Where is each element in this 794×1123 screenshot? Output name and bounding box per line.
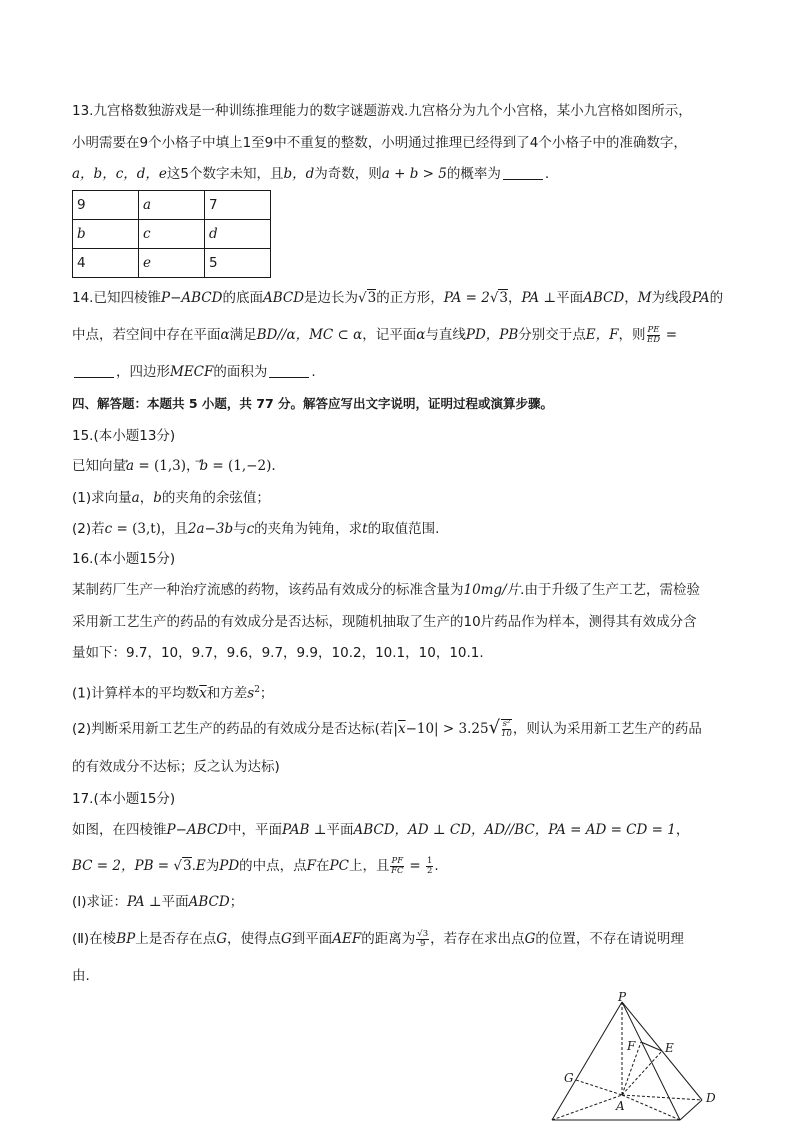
q16-line-3: 量如下：9.7，10，9.7，9.6，9.7，9.9，10.2，10.1，10，10.1. (72, 645, 484, 661)
q14-line-3 (72, 362, 732, 382)
q17-line-1 (72, 820, 732, 840)
q17-m: PC (329, 858, 349, 874)
q15-m: = (3,t) (112, 521, 161, 537)
q13-text-1: 13.九宫格数独游戏是一种训练推理能力的数字谜题游戏.九宫格分为九个小宫格，某小九宫格如图所示， (72, 103, 692, 119)
q16-t: (2)判断采用新工艺生产的药品的有效成分是否达标(若| (72, 721, 398, 737)
q17-t: 平面 (326, 822, 354, 838)
q17-m: PD (219, 858, 240, 874)
q14-t: 分别交于点 (518, 327, 586, 343)
q17-m: P−ABCD (166, 822, 228, 838)
q13-vars: a，b，c，d，e (72, 166, 167, 182)
fraction-numerator: 1 (427, 855, 433, 866)
answer-blank[interactable] (503, 165, 543, 180)
q17-m: G (216, 931, 227, 947)
mean-symbol: $\overline{x}$ (397, 721, 406, 737)
q15-t: 的取值范围. (367, 521, 440, 537)
q16-t: 某制药厂生产一种治疗流感的药物，该药品有效成分的标准含量为 (72, 582, 464, 598)
edge-CD (680, 1100, 702, 1120)
q14-m: P−ABCD (160, 290, 223, 306)
vec-letter: a (126, 458, 135, 474)
q16-line-6: 的有效成分不达标；反之认为达标) (72, 759, 280, 775)
segment-GA (576, 1080, 622, 1095)
label-A: A (616, 1099, 625, 1113)
q15-t: 已知向量 (72, 458, 126, 474)
q13-text-3f: 的概率为 (446, 166, 501, 182)
vector-b: b (153, 490, 162, 506)
q16-heading: 16.(本小题15分) (72, 551, 176, 567)
q14-m: MECF (170, 364, 214, 380)
sqrt: √3 (489, 290, 509, 306)
q17-t: 的距离为 (361, 931, 416, 947)
edge-PB (552, 1002, 622, 1120)
q17-t: ，使得点 (227, 931, 281, 947)
q14-t: 满足 (229, 327, 257, 343)
q14-t: 的底面 (222, 290, 263, 306)
q13-line-3 (72, 164, 732, 184)
vector-b (199, 458, 208, 474)
q14-t: ，则 (618, 327, 646, 343)
q16-line-1 (72, 580, 732, 600)
q14-t: ， (508, 290, 522, 306)
sqrt-radicand: 3 (499, 290, 509, 306)
q15-line-1 (72, 456, 732, 476)
sqrt: √ (488, 717, 501, 738)
q16-line-4 (72, 680, 732, 704)
sqrt: √3 (173, 858, 192, 874)
q17-m: PAB ⊥ (281, 822, 327, 838)
q15-t: ， (139, 490, 154, 506)
q13-line-2 (72, 133, 732, 153)
grid-cell: 9 (73, 191, 139, 220)
sudoku-grid (72, 190, 271, 278)
edge-AD (622, 1095, 702, 1100)
q15-t: ，且 (160, 521, 188, 537)
q17-line-4 (72, 929, 732, 949)
q17-t: ； (229, 894, 244, 910)
q16-t: (1)计算样本的平均数 (72, 685, 200, 702)
q13-period: . (544, 166, 550, 182)
q17-t: (Ⅱ)在棱 (72, 931, 117, 947)
q14-m: = (661, 327, 678, 343)
q15-t: 的夹角为钝角，求 (254, 521, 363, 537)
label-P: P (618, 990, 627, 1004)
q14-m: PA ⊥ (521, 290, 557, 306)
mean-symbol: $\overline{x}$ (199, 685, 207, 702)
sqrt-radicand: 3 (367, 290, 377, 306)
fraction-denominator: 10 (501, 729, 512, 739)
q15-m: = (1,−2). (208, 458, 276, 474)
q16-t: ，则认为采用新工艺生产的药品 (512, 721, 702, 737)
q17-t: 上，且 (348, 858, 390, 874)
grid-row (73, 191, 271, 220)
q17-t: 中，平面 (227, 822, 282, 838)
q14-t: 的 (709, 290, 724, 306)
fraction-denominator: ED (646, 334, 661, 345)
q13-line-1 (72, 101, 732, 121)
q14-t: 的正方形， (376, 290, 444, 306)
pyramid-figure (540, 990, 730, 1123)
q17-m: AEF (332, 931, 362, 947)
answer-blank[interactable] (74, 363, 114, 378)
label-E: E (665, 1041, 674, 1055)
grid-row (73, 220, 271, 249)
q17-m: ABCD，AD ⊥ CD，AD//BC，PA = AD = CD = 1 (353, 822, 676, 838)
grid-row (73, 249, 271, 278)
q14-t: 与直线 (425, 327, 466, 343)
vec-letter: b (199, 458, 209, 474)
q16-t: ； (259, 685, 274, 702)
q17-t: ，若存在求出点 (430, 931, 525, 947)
q17-t: . (191, 858, 196, 874)
q14-t: ，四边形 (116, 364, 170, 380)
q15-t: (1)求向量 (72, 490, 132, 506)
fraction-numerator: PF (391, 855, 404, 866)
edge-AC (622, 1095, 680, 1120)
label-G: G (564, 1071, 574, 1085)
q17-t: 的位置，不存在请说明理 (535, 931, 684, 947)
fraction (426, 857, 433, 876)
vector-c: c (104, 521, 113, 537)
fraction-numerator: √3 (417, 928, 429, 939)
q17-line-3 (72, 892, 732, 912)
q14-m: ABCD (262, 290, 305, 306)
q17-m: ABCD (188, 894, 230, 910)
q14-t: ， (624, 290, 638, 306)
fraction (501, 719, 512, 739)
vector-c: c (246, 521, 255, 537)
q17-t: 到平面 (291, 931, 333, 947)
q15-m: = (1,3)， (134, 458, 200, 474)
edge-AB (552, 1095, 622, 1120)
q13-text-3b: 这5个数字未知，且 (166, 166, 284, 182)
label-F: F (627, 1039, 636, 1053)
q17-t: 平面 (161, 894, 189, 910)
q17-m: G (281, 931, 292, 947)
q14-m: PA (692, 290, 710, 306)
q14-t: 为线段 (651, 290, 693, 306)
q16-line-5 (72, 718, 732, 739)
q17-t: 如图，在四棱锥 (72, 822, 167, 838)
q16-m: −10| > 3.25 (405, 721, 489, 737)
grid-cell: d (205, 220, 271, 249)
q16-t: 和方差 (206, 685, 248, 702)
q17-t: ， (675, 822, 690, 838)
q14-t: 平面 (556, 290, 584, 306)
q16-line-2: 采用新工艺生产的药品的有效成分是否达标，现随机抽取了生产的10片药品作为样本，测得其有效成分含 (72, 614, 697, 630)
q16-t: .由于升级了生产工艺，需检验 (520, 582, 700, 598)
q14-t: 是边长为 (304, 290, 359, 306)
q15-heading: 15.(本小题13分) (72, 428, 176, 444)
q17-m: E (195, 858, 206, 874)
q14-line-1 (72, 288, 732, 308)
q17-t: 的中点，点 (239, 858, 307, 874)
grid-cell: b (73, 220, 139, 249)
section-heading: 四、解答题：本题共 5 小题，共 77 分。解答应写出文字说明，证明过程或演算步骤。 (72, 396, 554, 411)
grid-cell: c (139, 220, 205, 249)
superscript: 2 (254, 685, 260, 695)
q15-t: 的夹角的余弦值； (161, 490, 270, 506)
q17-t: 为 (205, 858, 220, 874)
q17-t: (Ⅰ)求证： (72, 894, 128, 910)
q17-t: . (434, 858, 439, 874)
q15-m: t (362, 521, 368, 537)
fraction-numerator: PE (647, 324, 660, 335)
q14-m: BD//α，MC ⊂ α (256, 327, 363, 343)
fraction-denominator: FC (391, 865, 404, 876)
q17-line-5: 由. (72, 968, 90, 984)
q14-t: ，记平面 (362, 327, 417, 343)
q14-m: α (416, 327, 426, 343)
grid-cell: 5 (205, 249, 271, 278)
fraction (647, 326, 661, 345)
q16-m: 10mg/片 (463, 582, 521, 598)
q14-t: 中点，若空间中存在平面 (72, 327, 221, 343)
edge-PC (622, 1002, 680, 1120)
q13-text-2: 小明需要在9个小格子中填上1至9中不重复的整数，小明通过推理已经得到了4个小格子中的准确数字， (72, 135, 687, 151)
fraction-numerator: s² (502, 719, 511, 729)
vector-a: a (131, 490, 140, 506)
q15-line-3 (72, 519, 732, 539)
q17-m: BC = 2，PB = (72, 858, 174, 874)
fraction (416, 930, 429, 949)
q13-condition: a + b > 5 (381, 166, 447, 182)
q13-text-3d: 为奇数，则 (314, 166, 382, 182)
q15-t: (2)若 (72, 521, 105, 537)
q17-m: F (306, 858, 317, 874)
q15-line-2 (72, 488, 732, 508)
variance-symbol: s (247, 685, 255, 702)
q14-m: α (220, 327, 230, 343)
vector-a (126, 458, 134, 474)
grid-cell: 7 (205, 191, 271, 220)
q14-t: . (311, 364, 316, 380)
label-D: D (706, 1091, 716, 1105)
sqrt: √3 (358, 290, 377, 306)
q14-m: PA = 2 (443, 290, 490, 306)
q15-t: 与 (233, 521, 247, 537)
q14-line-2 (72, 325, 732, 345)
sqrt-radicand: 3 (183, 858, 192, 874)
q17-m: BP (116, 931, 136, 947)
q13-odd-vars: b，d (283, 166, 315, 182)
fraction (390, 857, 404, 876)
segment-AE (622, 1051, 662, 1095)
q14-t: 的面积为 (213, 364, 268, 380)
q17-m: PA ⊥ (127, 894, 162, 910)
q17-m: = (405, 858, 425, 874)
grid-cell: e (139, 249, 205, 278)
q14-m: M (637, 290, 652, 306)
q17-line-2 (72, 856, 732, 876)
grid-cell: a (139, 191, 205, 220)
q14-m: PD，PB (465, 327, 519, 343)
answer-blank[interactable] (269, 363, 309, 378)
q17-t: 上是否存在点 (135, 931, 217, 947)
fraction-denominator: 2 (427, 865, 433, 876)
q14-m: ABCD (583, 290, 625, 306)
grid-cell: 4 (73, 249, 139, 278)
q17-t: 在 (316, 858, 330, 874)
q15-m: 2a−3b (187, 521, 234, 537)
q17-m: G (524, 931, 536, 947)
q14-m: E，F (585, 327, 619, 343)
q17-heading: 17.(本小题15分) (72, 791, 176, 807)
q14-t: 14.已知四棱锥 (72, 290, 161, 306)
fraction-denominator: 9 (419, 938, 426, 949)
